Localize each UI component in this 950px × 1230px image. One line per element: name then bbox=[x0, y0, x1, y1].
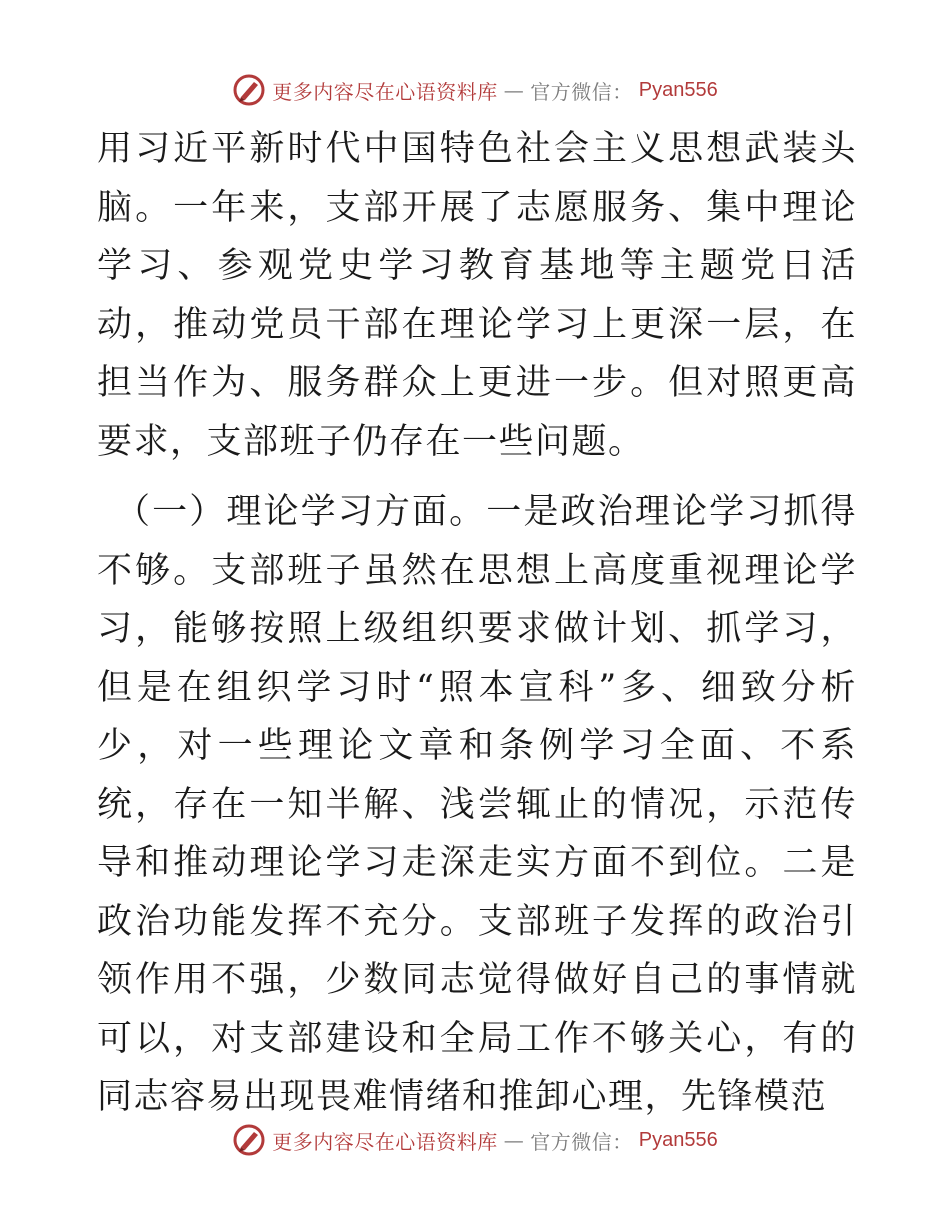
paragraph-1: 用习近平新时代中国特色社会主义思想武装头脑。一年来，支部开展了志愿服务、集中理论学习、参观党史学习教育基地等主题党日活动，推动党员干部在理论学习上更深一层，在担当作为、服务群众上更进一步。但对照更高要求，支部班子仍存在一些问题。 bbox=[97, 129, 857, 462]
watermark-header bbox=[0, 70, 950, 110]
watermark-id: Pyan556 bbox=[638, 1128, 718, 1151]
watermark-id: Pyan556 bbox=[638, 78, 718, 101]
watermark-dash: — bbox=[503, 78, 525, 102]
paragraph-2: （一）理论学习方面。一是政治理论学习抓得不够。支部班子虽然在思想上高度重视理论学习，能够按照上级组织要求做计划、抓学习，但是在组织学习时“照本宣科”多、细致分析少，对一些理论文章和条例学习全面、不系统，存在一知半解、浅尝辄止的情况，示范传导和推动理论学习走深走实方面不到位。二是政治功能发挥不充分。支部班子发挥的政治引领作用不强，少数同志觉得做好自己的事情就可以，对支部建设和全局工作不够关心，有的同志容易出现畏难情绪和推卸心理，先锋模范 bbox=[97, 492, 857, 1117]
watermark-dash: — bbox=[503, 1128, 525, 1152]
document-body bbox=[97, 120, 857, 1127]
watermark-prefix: 更多内容尽在心语资料库 bbox=[272, 79, 498, 104]
watermark-middle: 官方微信： bbox=[530, 1129, 633, 1154]
watermark-prefix: 更多内容尽在心语资料库 bbox=[272, 1129, 498, 1154]
watermark-middle: 官方微信： bbox=[530, 79, 633, 104]
watermark-footer bbox=[0, 1120, 950, 1160]
pen-logo-icon bbox=[232, 73, 266, 107]
pen-logo-icon bbox=[232, 1123, 266, 1157]
